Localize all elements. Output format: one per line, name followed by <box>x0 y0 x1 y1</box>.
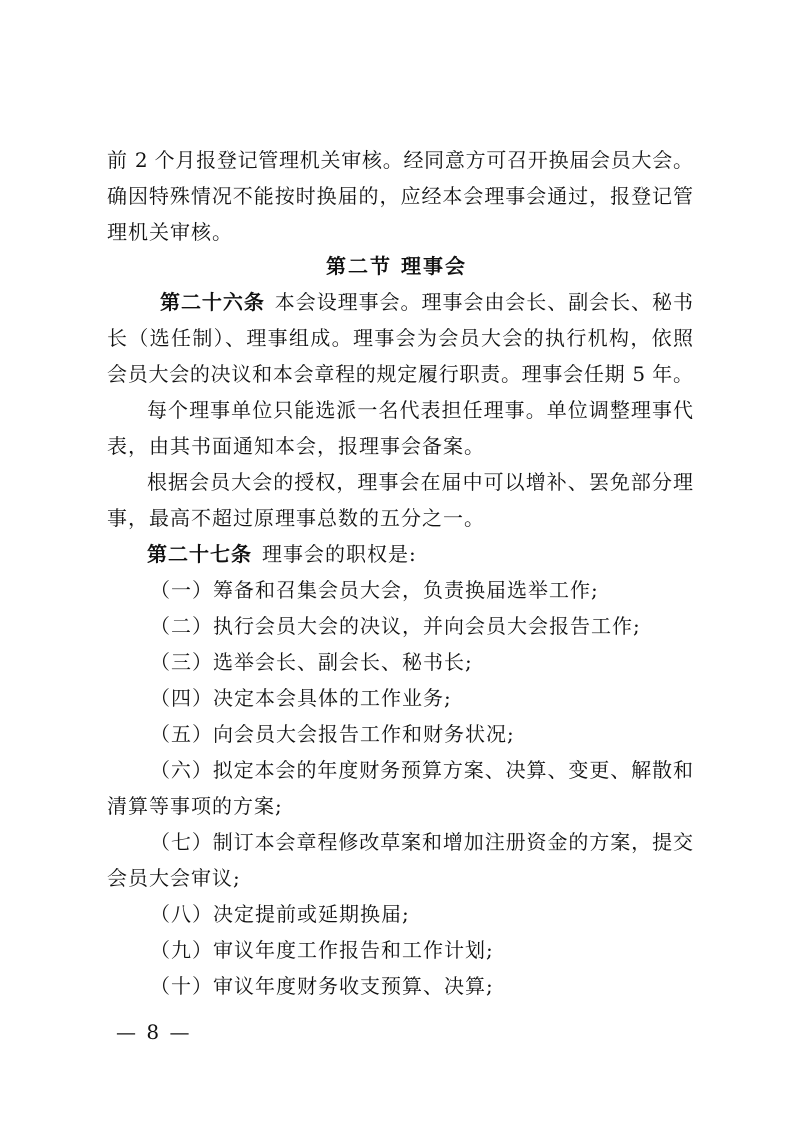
text-line: 长（选任制）、理事组成。理事会为会员大会的执行机构，依照 <box>107 326 693 350</box>
list-item: （十）审议年度财务收支预算、决算; <box>150 974 494 998</box>
article-27-line <box>147 542 693 566</box>
page-number: — 8 — <box>116 1020 192 1044</box>
paragraph-line: 每个理事单位只能选派一名代表担任理事。单位调整理事代 <box>147 398 693 422</box>
paragraph-line: 根据会员大会的授权，理事会在届中可以增补、罢免部分理 <box>147 470 693 494</box>
list-item: （一）筹备和召集会员大会，负责换届选举工作; <box>150 578 599 602</box>
list-item: （四）决定本会具体的工作业务; <box>150 686 452 710</box>
list-item: （五）向会员大会报告工作和财务状况; <box>150 722 515 746</box>
text-line: 确因特殊情况不能按时换届的，应经本会理事会通过，报登记管 <box>107 184 693 208</box>
list-item: （七）制订本会章程修改草案和增加注册资金的方案，提交 <box>150 830 693 854</box>
text-line: 理机关审核。 <box>107 220 233 244</box>
article-26-text: 本会设理事会。理事会由会长、副会长、秘书 <box>274 290 694 314</box>
article-27-text: 理事会的职权是: <box>262 542 417 566</box>
text-line: 前 2 个月报登记管理机关审核。经同意方可召开换届会员大会。 <box>107 148 693 172</box>
text-line: 会员大会的决议和本会章程的规定履行职责。理事会任期 5 年。 <box>107 362 693 386</box>
list-item-continuation: 清算等事项的方案; <box>107 794 283 818</box>
list-item: （八）决定提前或延期换届; <box>150 902 410 926</box>
list-item: （三）选举会长、副会长、秘书长; <box>150 650 473 674</box>
section-heading: 第二节 理事会 <box>326 254 467 278</box>
article-26-first-line <box>160 290 693 314</box>
list-item: （九）审议年度工作报告和工作计划; <box>150 938 494 962</box>
paragraph-line: 表，由其书面通知本会，报理事会备案。 <box>107 434 485 458</box>
list-item: （六）拟定本会的年度财务预算方案、决算、变更、解散和 <box>150 758 693 782</box>
list-item-continuation: 会员大会审议; <box>107 866 241 890</box>
article-27-label: 第二十七条 <box>147 542 252 566</box>
paragraph-line: 事，最高不超过原理事总数的五分之一。 <box>107 506 485 530</box>
list-item: （二）执行会员大会的决议，并向会员大会报告工作; <box>150 614 641 638</box>
article-26-label: 第二十六条 <box>160 290 265 314</box>
